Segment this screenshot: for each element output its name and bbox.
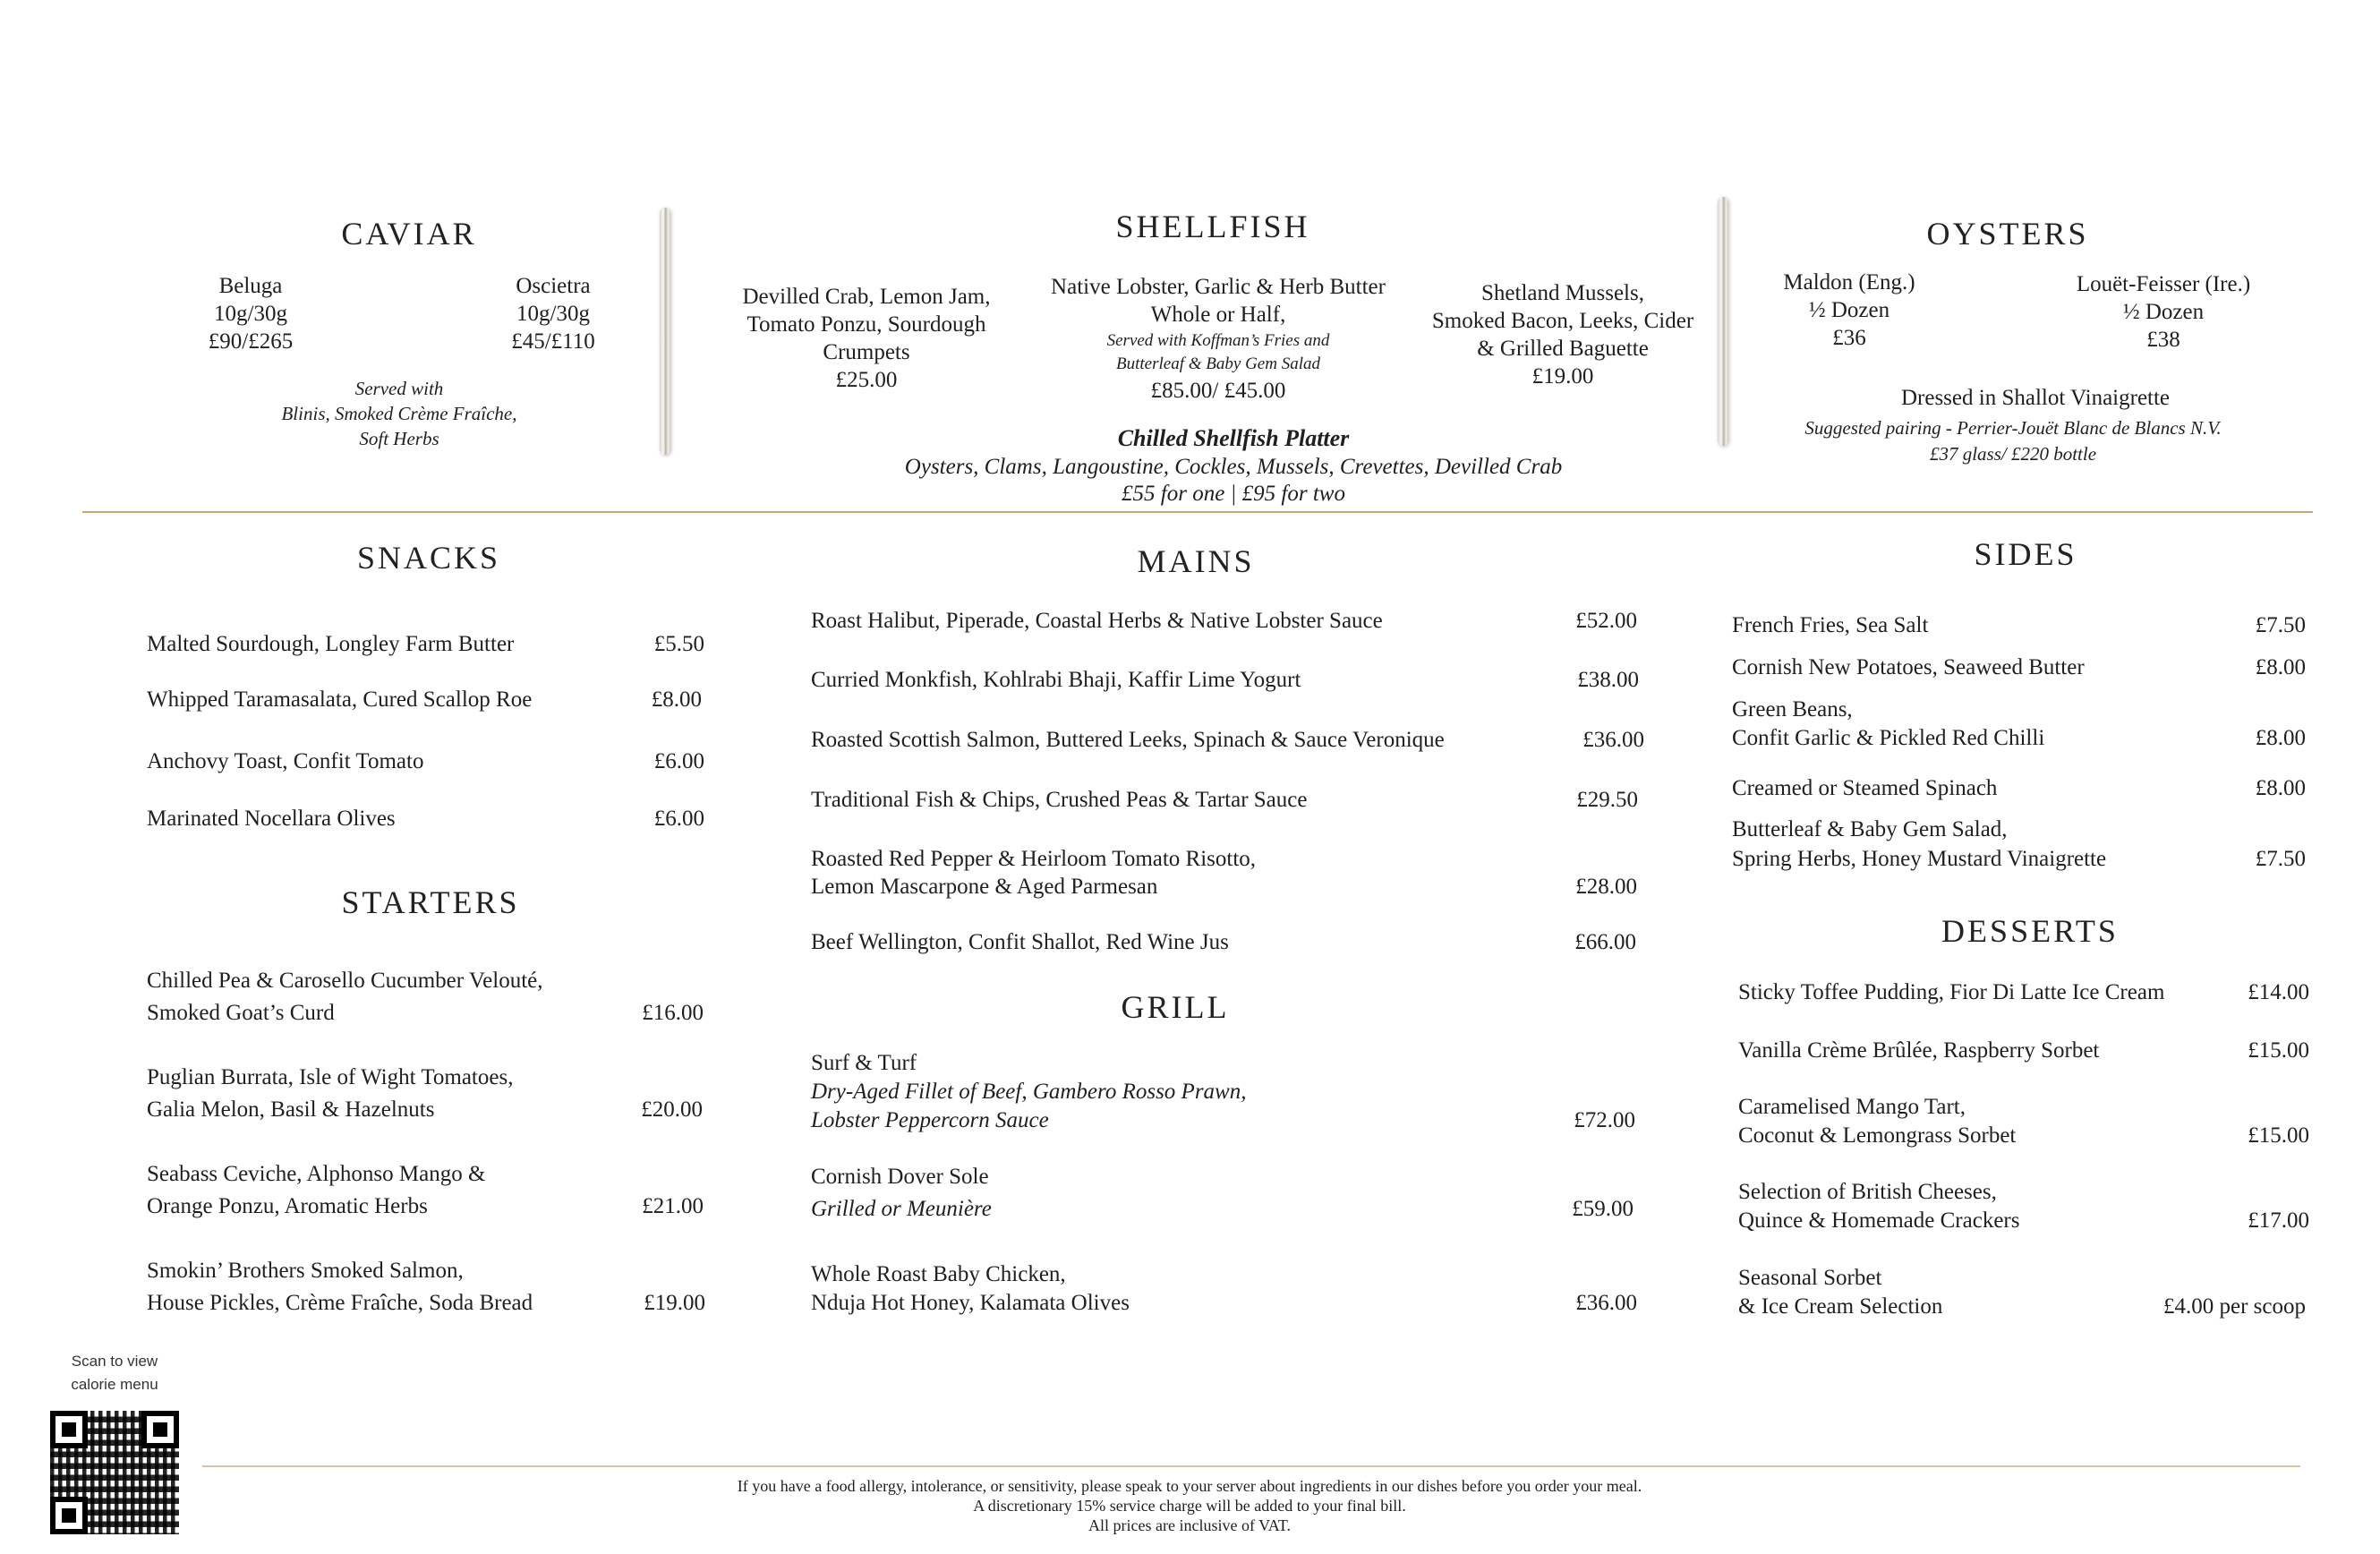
grill-item-line1: Whole Roast Baby Chicken,: [811, 1262, 1066, 1286]
desserts-title: DESSERTS: [1941, 913, 2119, 949]
starters-item-line1: Chilled Pea & Carosello Cucumber Velouté,: [147, 969, 543, 993]
desserts-item-price: £4.00 per scoop: [2163, 1294, 2306, 1319]
grill-title: GRILL: [1121, 989, 1230, 1025]
mains-item-price: £29.50: [1576, 788, 1638, 812]
shellfish-lobster-line2: Whole or Half,: [1150, 303, 1286, 327]
caviar-oscietra-size: 10g/30g: [516, 302, 590, 326]
desserts-item-line1: Caramelised Mango Tart,: [1738, 1095, 1966, 1119]
grill-item-price: £59.00: [1572, 1197, 1634, 1221]
grill-item-line1: Cornish Dover Sole: [811, 1165, 989, 1189]
sides-item-price: £8.00: [2255, 776, 2306, 800]
starters-item-line2: House Pickles, Crème Fraîche, Soda Bread: [147, 1291, 533, 1315]
oysters-dressed: Dressed in Shallot Vinaigrette: [1900, 386, 2171, 410]
caviar-title: CAVIAR: [341, 216, 477, 252]
snacks-item-name: Whipped Taramasalata, Cured Scallop Roe: [147, 687, 533, 712]
caviar-beluga-name: Beluga: [218, 274, 283, 298]
starters-item-price: £21.00: [642, 1194, 704, 1218]
sides-item-line2: Spring Herbs, Honey Mustard Vinaigrette: [1732, 847, 2107, 871]
footer-vat-note: All prices are inclusive of VAT.: [1088, 1516, 1291, 1534]
shellfish-mussels-line3: & Grilled Baguette: [1477, 337, 1649, 361]
qr-caption-line1: Scan to view: [71, 1353, 158, 1370]
sides-item-line1: Green Beans,: [1732, 697, 1853, 722]
shellfish-crab-line2: Tomato Ponzu, Sourdough: [746, 312, 986, 337]
starters-item-line1: Puglian Burrata, Isle of Wight Tomatoes,: [147, 1065, 514, 1089]
grill-item-line1: Surf & Turf: [811, 1051, 917, 1075]
mains-item-price: £28.00: [1575, 875, 1637, 899]
mains-item-line1: Roasted Red Pepper & Heirloom Tomato Risotto,: [811, 847, 1257, 871]
footer-allergy-note: If you have a food allergy, intolerance, or sensitivity, please speak to your server about ingredients in our dishes before you order your meal.: [737, 1477, 1642, 1495]
platter-price: £55 for one | £95 for two: [1122, 482, 1345, 506]
mains-item-price: £38.00: [1577, 668, 1639, 692]
shellfish-lobster-note2: Butterleaf & Baby Gem Salad: [1116, 354, 1320, 373]
grill-item-line2: Dry-Aged Fillet of Beef, Gambero Rosso Prawn,: [811, 1080, 1247, 1104]
snacks-item-name: Anchovy Toast, Confit Tomato: [147, 749, 424, 773]
starters-item-line1: Smokin’ Brothers Smoked Salmon,: [147, 1259, 464, 1283]
starters-item-price: £19.00: [644, 1291, 705, 1315]
oysters-title: OYSTERS: [1926, 216, 2089, 252]
starters-item-price: £20.00: [641, 1097, 703, 1122]
oysters-maldon-name: Maldon (Eng.): [1783, 270, 1915, 295]
caviar-served-line3: Soft Herbs: [359, 428, 439, 449]
desserts-item-name: Sticky Toffee Pudding, Fior Di Latte Ice Cream: [1738, 980, 2165, 1004]
desserts-item-price: £14.00: [2248, 980, 2309, 1004]
shellfish-mussels-line1: Shetland Mussels,: [1481, 281, 1644, 305]
grill-item-price: £72.00: [1574, 1108, 1635, 1132]
starters-item-price: £16.00: [642, 1001, 704, 1025]
grill-item-line2: Grilled or Meunière: [811, 1197, 992, 1221]
shellfish-lobster-line1: Native Lobster, Garlic & Herb Butter: [1051, 275, 1386, 299]
desserts-item-line2: Quince & Homemade Crackers: [1738, 1208, 2020, 1233]
snacks-title: SNACKS: [356, 540, 501, 576]
mains-item-name: Curried Monkfish, Kohlrabi Bhaji, Kaffir Lime Yogurt: [811, 668, 1301, 692]
divider-bar-left: [660, 208, 670, 455]
mains-item-name: Roasted Scottish Salmon, Buttered Leeks, Spinach & Sauce Veronique: [811, 728, 1445, 752]
mains-item-name: Roast Halibut, Piperade, Coastal Herbs & Native Lobster Sauce: [811, 609, 1383, 633]
oysters-louet-price: £38: [2146, 328, 2180, 352]
oysters-louet-name: Louët-Feisser (Ire.): [2076, 272, 2251, 296]
desserts-item-line1: Seasonal Sorbet: [1738, 1266, 1882, 1290]
qr-code-image[interactable]: [50, 1411, 179, 1534]
desserts-item-price: £15.00: [2248, 1123, 2309, 1148]
grill-item-line3: Lobster Peppercorn Sauce: [811, 1108, 1049, 1132]
oysters-pairing: Suggested pairing - Perrier-Jouët Blanc de Blancs N.V.: [1804, 417, 2222, 439]
starters-item-line1: Seabass Ceviche, Alphonso Mango &: [147, 1162, 486, 1186]
caviar-beluga-price: £90/£265: [208, 329, 294, 354]
shellfish-title: SHELLFISH: [1115, 209, 1310, 244]
caviar-oscietra-name: Oscietra: [516, 274, 591, 298]
divider-bar-right: [1718, 197, 1728, 446]
shellfish-lobster-price: £85.00/ £45.00: [1150, 379, 1286, 403]
oysters-maldon-qty: ½ Dozen: [1808, 298, 1890, 322]
desserts-item-price: £17.00: [2248, 1208, 2309, 1233]
desserts-item-name: Vanilla Crème Brûlée, Raspberry Sorbet: [1738, 1038, 2100, 1063]
qr-eye: [50, 1411, 88, 1448]
grill-item-line2: Nduja Hot Honey, Kalamata Olives: [811, 1291, 1130, 1315]
qr-caption: [71, 1350, 158, 1396]
sides-title: SIDES: [1974, 536, 2077, 572]
caviar-beluga-size: 10g/30g: [214, 302, 287, 326]
shellfish-mussels-price: £19.00: [1531, 364, 1594, 388]
mains-item-name: Traditional Fish & Chips, Crushed Peas & Tartar Sauce: [811, 788, 1308, 812]
snacks-item-price: £6.00: [653, 749, 704, 773]
shellfish-crab-line3: Crumpets: [823, 340, 910, 364]
starters-item-line2: Smoked Goat’s Curd: [147, 1001, 335, 1025]
starters-title: STARTERS: [341, 884, 520, 920]
snacks-item-price: £8.00: [651, 687, 702, 712]
caviar-served-line1: Served with: [354, 378, 444, 399]
shellfish-crab-price: £25.00: [835, 368, 898, 392]
starters-item-line2: Galia Melon, Basil & Hazelnuts: [147, 1097, 435, 1122]
footer-service-note: A discretionary 15% service charge will be added to your final bill.: [973, 1497, 1406, 1515]
mains-item-price: £36.00: [1582, 728, 1644, 752]
platter-title: Chilled Shellfish Platter: [1117, 425, 1350, 451]
oysters-pairing-price: £37 glass/ £220 bottle: [1929, 443, 2097, 465]
footer-divider: [202, 1465, 2300, 1467]
snacks-item-name: Marinated Nocellara Olives: [147, 807, 396, 831]
qr-eye: [141, 1411, 179, 1448]
desserts-item-line2: Coconut & Lemongrass Sorbet: [1738, 1123, 2017, 1148]
desserts-item-line2: & Ice Cream Selection: [1738, 1294, 1943, 1319]
mains-item-line2: Lemon Mascarpone & Aged Parmesan: [811, 875, 1158, 899]
mains-item-price: £66.00: [1574, 930, 1636, 954]
sides-item-price: £7.50: [2255, 613, 2306, 637]
sides-item-price: £8.00: [2255, 655, 2306, 679]
desserts-item-price: £15.00: [2248, 1038, 2309, 1063]
oysters-maldon-price: £36: [1832, 326, 1866, 350]
starters-item-line2: Orange Ponzu, Aromatic Herbs: [147, 1194, 428, 1218]
sides-item-line2: Confit Garlic & Pickled Red Chilli: [1732, 726, 2045, 750]
shellfish-crab-line1: Devilled Crab, Lemon Jam,: [742, 285, 991, 309]
sides-item-name: Cornish New Potatoes, Seaweed Butter: [1732, 655, 2085, 679]
shellfish-mussels-line2: Smoked Bacon, Leeks, Cider: [1431, 309, 1694, 333]
desserts-item-line1: Selection of British Cheeses,: [1738, 1180, 1997, 1204]
sides-item-price: £8.00: [2255, 726, 2306, 750]
sides-item-line1: Butterleaf & Baby Gem Salad,: [1732, 817, 2008, 841]
grill-item-price: £36.00: [1575, 1291, 1637, 1315]
mains-title: MAINS: [1137, 543, 1255, 579]
section-divider: [82, 511, 2313, 513]
sides-item-name: Creamed or Steamed Spinach: [1732, 776, 1998, 800]
platter-description: Oysters, Clams, Langoustine, Cockles, Mussels, Crevettes, Devilled Crab: [904, 455, 1563, 479]
snacks-item-price: £5.50: [653, 632, 704, 656]
qr-caption-line2: calorie menu: [71, 1376, 158, 1393]
mains-item-price: £52.00: [1575, 609, 1637, 633]
shellfish-lobster-note1: Served with Koffman’s Fries and: [1106, 331, 1330, 350]
caviar-oscietra-price: £45/£110: [511, 329, 595, 354]
sides-item-price: £7.50: [2255, 847, 2306, 871]
caviar-served-line2: Blinis, Smoked Crème Fraîche,: [281, 403, 517, 424]
snacks-item-name: Malted Sourdough, Longley Farm Butter: [147, 632, 515, 656]
oysters-louet-qty: ½ Dozen: [2122, 300, 2205, 324]
sides-item-name: French Fries, Sea Salt: [1732, 613, 1929, 637]
mains-item-name: Beef Wellington, Confit Shallot, Red Wine Jus: [811, 930, 1229, 954]
qr-eye: [50, 1497, 88, 1534]
snacks-item-price: £6.00: [653, 807, 704, 831]
